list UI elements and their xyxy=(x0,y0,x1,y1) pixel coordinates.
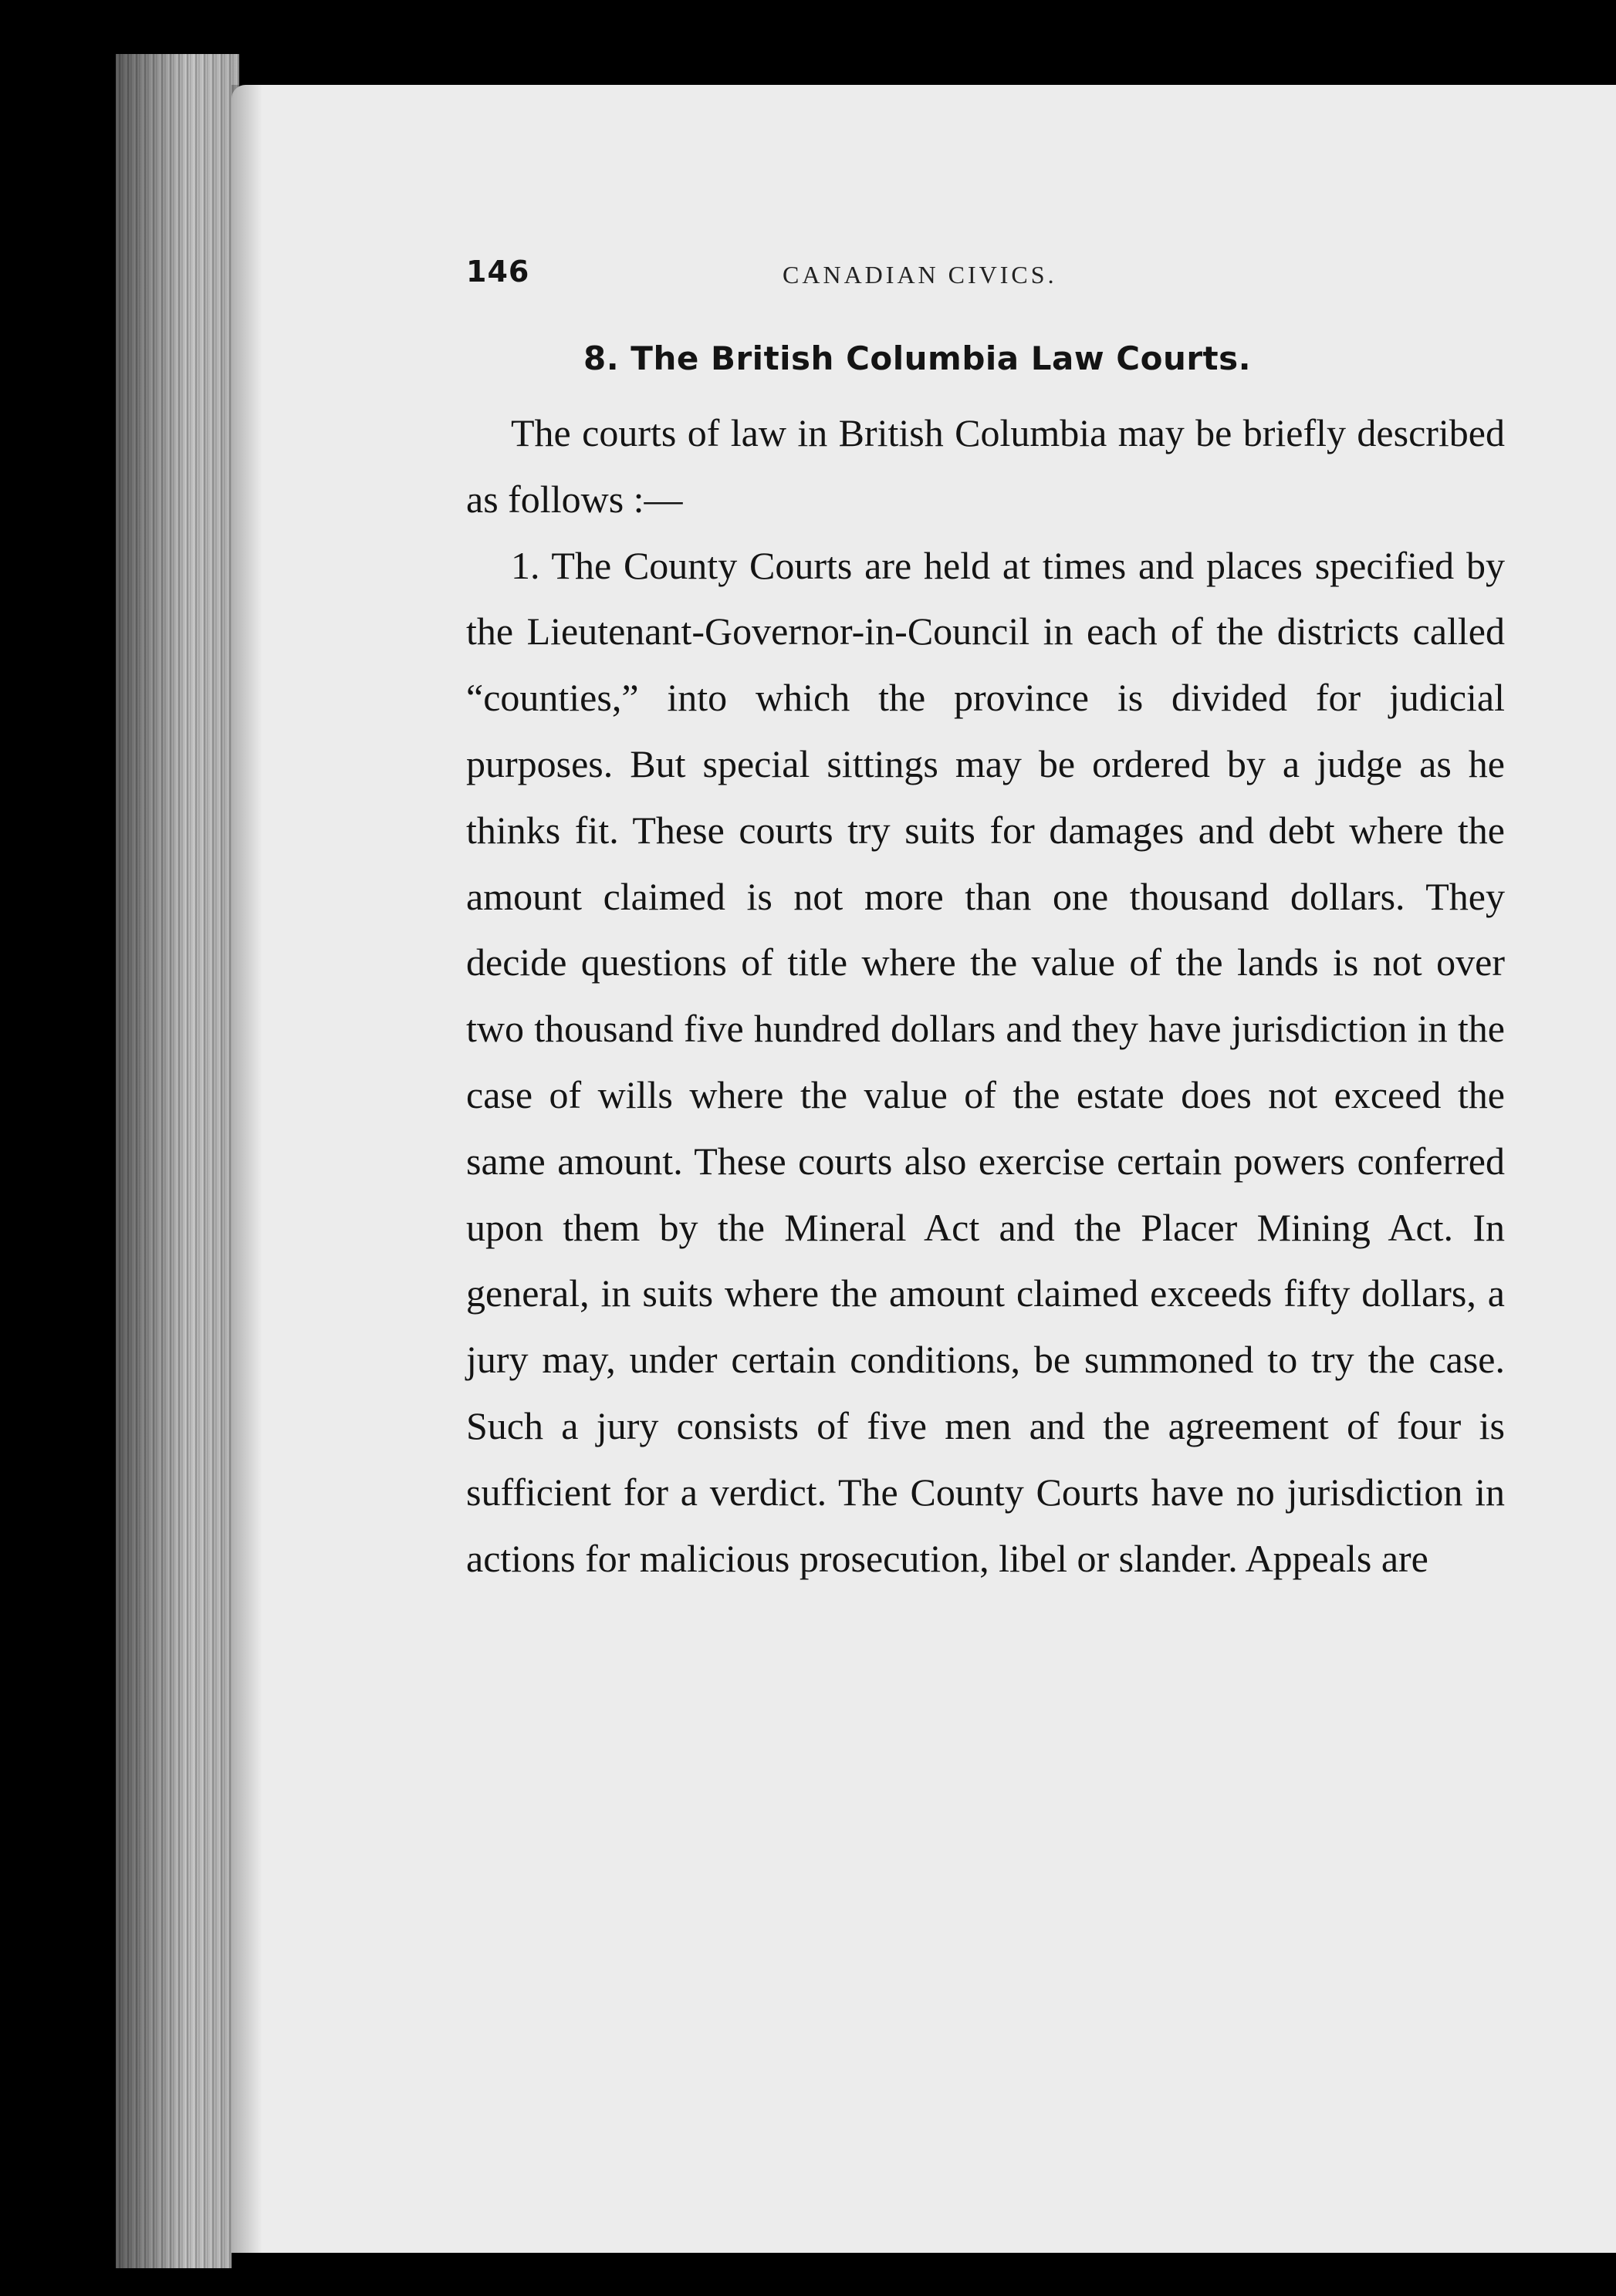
gutter-shadow xyxy=(232,85,262,2253)
paragraph-county-courts: 1. The County Courts are held at times and places specified by the Lieutenant-Governor-in-Council in each of the districts called “counties,” into which the province is divided for judicial purposes. But special sittings may be ordered by a judge as he thinks fit. These courts try suits for damages and debt where the amount claimed is not more than one thousand dollars. They decide questions of title where the value of the lands is not over two thousand five hundred dollars and they have jurisdiction in the case of wills where the value of the estate does not exceed the same amount. These courts also exercise certain powers conferred upon them by the Mineral Act and the Placer Mining Act. In general, in suits where the amount claimed exceeds fifty dollars, a jury may, under certain conditions, be summoned to try the case. Such a jury consists of five men and the agreement of four is sufficient for a verdict. The County Courts have no jurisdiction in actions for malicious prosecution, libel or slander. Appeals are xyxy=(466,543,1505,1580)
page-edges-shadow xyxy=(116,54,239,2268)
scan-border xyxy=(232,2253,1616,2296)
page-number: 146 xyxy=(466,255,530,289)
section-heading: 8. The British Columbia Law Courts. xyxy=(583,339,1252,377)
paragraph-intro: The courts of law in British Columbia may be briefly described as follows :— xyxy=(466,411,1505,521)
page-text-block xyxy=(466,247,1505,1592)
running-head xyxy=(466,247,1505,301)
running-title: CANADIAN CIVICS. xyxy=(783,261,1057,289)
